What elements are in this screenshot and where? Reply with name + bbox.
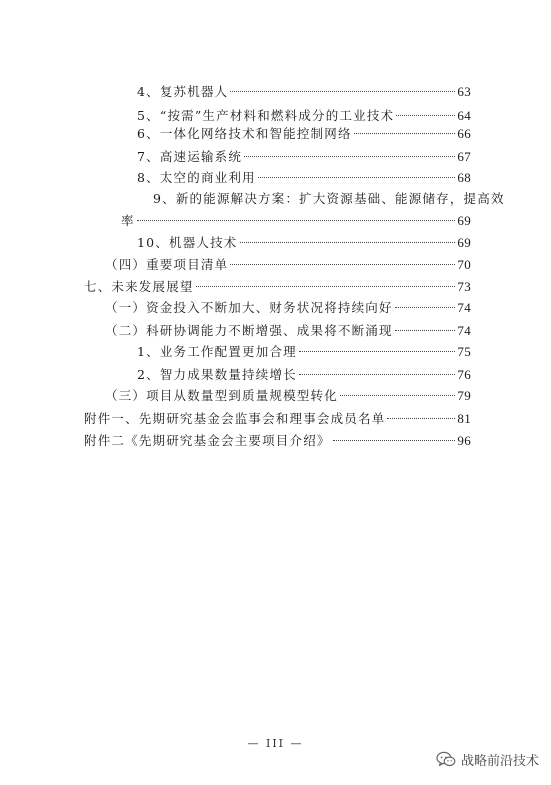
toc-entry-title: （三）项目从数量型到质量规模型转化 bbox=[105, 388, 338, 403]
toc-entry-robot-technology[interactable] bbox=[137, 233, 471, 253]
dot-leader bbox=[396, 114, 455, 116]
toc-entry-future-outlook[interactable] bbox=[84, 277, 471, 297]
toc-entry-title: （一）资金投入不断加大、财务状况将持续向好 bbox=[105, 300, 393, 315]
toc-entry-on-demand-industrial-tech[interactable] bbox=[137, 106, 471, 126]
toc-entry-title: 附件二《先期研究基金会主要项目介绍》 bbox=[84, 433, 331, 448]
dot-leader bbox=[137, 219, 456, 221]
toc-entry-title: 7、高速运输系统 bbox=[137, 149, 243, 164]
wechat-watermark bbox=[436, 750, 539, 769]
toc-entry-appendix-one[interactable] bbox=[84, 409, 471, 429]
toc-entry-title: （二）科研协调能力不断增强、成果将不断涌现 bbox=[105, 323, 393, 338]
dot-leader bbox=[333, 439, 456, 441]
toc-entry-page: 96 bbox=[457, 433, 471, 448]
toc-entry-page: 69 bbox=[457, 235, 471, 250]
toc-entry-title: 附件一、先期研究基金会监事会和理事会成员名单 bbox=[84, 411, 386, 426]
toc-entry-page: 67 bbox=[457, 149, 471, 164]
toc-entry-page: 69 bbox=[457, 213, 471, 228]
dot-leader bbox=[340, 394, 455, 396]
dot-leader bbox=[244, 155, 455, 157]
toc-entry-title: 10、机器人技术 bbox=[137, 235, 238, 250]
toc-entry-recovery-robots[interactable] bbox=[137, 82, 471, 102]
toc-entry-project-transformation[interactable] bbox=[105, 386, 471, 406]
toc-entry-energy-solutions-line1[interactable]: 9、新的能源解决方案：扩大资源基础、能源储存，提高效 bbox=[153, 191, 505, 206]
wechat-icon bbox=[436, 751, 456, 768]
dot-leader bbox=[230, 263, 455, 265]
toc-entry-integrated-network-tech[interactable] bbox=[137, 124, 471, 144]
dot-leader bbox=[354, 132, 456, 134]
toc-entry-title: 1、业务工作配置更加合理 bbox=[137, 344, 297, 359]
dot-leader bbox=[240, 241, 456, 243]
toc-entry-title: 4、复苏机器人 bbox=[137, 84, 229, 99]
dot-leader bbox=[258, 176, 456, 178]
watermark-text: 战略前沿技术 bbox=[460, 754, 539, 769]
toc-entry-funding-growth[interactable] bbox=[105, 298, 471, 318]
dot-leader bbox=[387, 417, 455, 419]
toc-entry-title: 率 bbox=[121, 213, 135, 228]
toc-entry-page: 64 bbox=[457, 108, 471, 123]
toc-entry-page: 73 bbox=[457, 279, 471, 294]
toc-entry-title: 2、智力成果数量持续增长 bbox=[137, 367, 297, 382]
dot-leader bbox=[395, 306, 456, 308]
toc-entry-key-project-list[interactable] bbox=[105, 255, 471, 275]
toc-entry-title: 5、“按需”生产材料和燃料成分的工业技术 bbox=[137, 108, 395, 123]
toc-entry-page: 66 bbox=[457, 126, 471, 141]
toc-entry-page: 63 bbox=[457, 84, 471, 99]
toc-entry-page: 74 bbox=[457, 300, 471, 315]
toc-entry-title: 8、太空的商业利用 bbox=[137, 170, 256, 185]
toc-entry-page: 81 bbox=[457, 411, 471, 426]
toc-entry-page: 76 bbox=[457, 367, 471, 382]
toc-entry-page: 68 bbox=[457, 170, 471, 185]
toc-entry-intellectual-output[interactable] bbox=[137, 365, 471, 385]
toc-entry-research-coordination[interactable] bbox=[105, 321, 471, 341]
dot-leader bbox=[299, 373, 456, 375]
dot-leader bbox=[395, 329, 456, 331]
toc-entry-title: 七、未来发展展望 bbox=[84, 279, 194, 294]
toc-entry-page: 70 bbox=[457, 257, 471, 272]
toc-entry-title: 6、一体化网络技术和智能控制网络 bbox=[137, 126, 352, 141]
toc-entry-title: （四）重要项目清单 bbox=[105, 257, 229, 272]
toc-entry-business-configuration[interactable] bbox=[137, 342, 471, 362]
dot-leader bbox=[196, 285, 456, 287]
toc-entry-appendix-two[interactable] bbox=[84, 431, 471, 451]
toc-entry-high-speed-transport[interactable] bbox=[137, 147, 471, 167]
page-number: — III — bbox=[247, 737, 304, 750]
toc-entry-energy-solutions[interactable] bbox=[121, 211, 471, 231]
toc-entry-page: 79 bbox=[457, 388, 471, 403]
toc-entry-page: 74 bbox=[457, 323, 471, 338]
dot-leader bbox=[230, 90, 455, 92]
toc-entry-page: 75 bbox=[457, 344, 471, 359]
dot-leader bbox=[299, 350, 456, 352]
toc-entry-space-commercial-use[interactable] bbox=[137, 168, 471, 188]
